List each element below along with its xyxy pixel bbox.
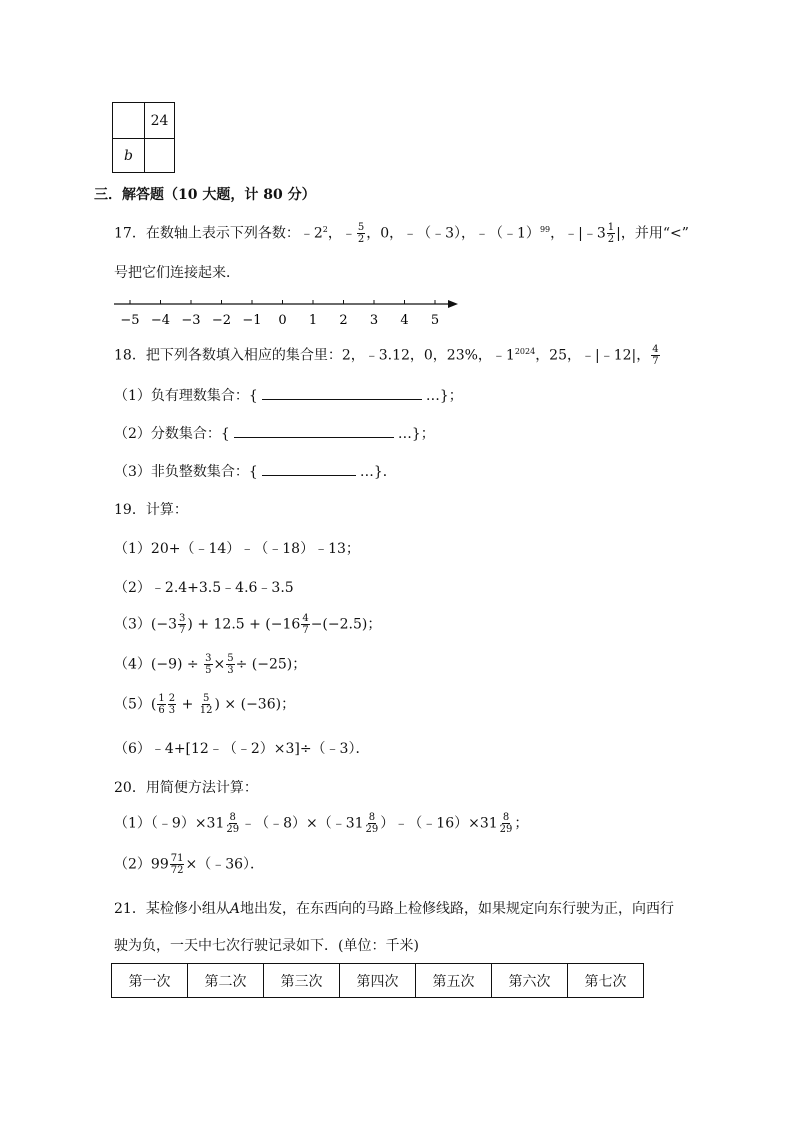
number-line-tick-label: 4	[400, 313, 409, 328]
q17-after-a: ，	[327, 225, 342, 242]
q17-fraction	[357, 222, 365, 245]
q17-prefix: 17．在数轴上表示下列各数：﹣2	[114, 225, 323, 242]
q19-p5-frac-c	[199, 693, 214, 716]
q17-exp-b: 99	[539, 224, 551, 234]
q17-line2: 号把它们连接起来．	[114, 265, 240, 281]
frac-num: 5	[227, 653, 234, 664]
q19-p3-frac-b	[301, 613, 309, 636]
frac-num: 71	[170, 853, 184, 864]
q18-prefix: 18．把下列各数填入相应的集合里：2，﹣3.12，0，23%，﹣1	[114, 347, 515, 364]
q18-item-end: …}．	[359, 464, 397, 480]
q19-part-1: （1）20+（﹣14）﹣（﹣18）﹣13；	[114, 541, 360, 557]
q17-abs-fraction	[607, 222, 615, 245]
q21-line2: 驶为负，一天中七次行驶记录如下．(单位：千米)	[114, 938, 419, 954]
q18-item-end: …}；	[425, 388, 463, 404]
frac-num: 4	[652, 344, 659, 355]
number-line-tick-label: 3	[369, 313, 379, 328]
frac-den: 7	[179, 625, 186, 636]
table-row	[112, 964, 644, 998]
frac-den: 12	[199, 705, 213, 716]
q19-p4-pre: (−9) ÷	[150, 656, 204, 673]
q19-p4-label: （4）	[114, 656, 151, 673]
frac-den: 7	[302, 625, 309, 636]
q19-part-3	[114, 613, 381, 636]
number-line-tick-label: −2	[211, 313, 232, 328]
q20-p2-frac	[170, 853, 185, 876]
number-line-tick-label: −5	[120, 313, 140, 328]
number-line-tick-label: 5	[430, 313, 440, 328]
frac-num: 8	[368, 812, 376, 823]
q19-p5-post: ) × (−36)；	[214, 696, 296, 713]
q19-p5-frac-a	[157, 693, 165, 716]
frac-den: 29	[365, 824, 379, 835]
frac-num: 8	[502, 812, 510, 823]
q19-p4-frac-a	[204, 653, 212, 676]
answer-blank[interactable]	[262, 387, 422, 400]
q19-p5-open: (	[150, 696, 157, 713]
q21-line1	[114, 898, 674, 918]
q19-p5-label: （5）	[114, 696, 151, 713]
frac-num: 8	[229, 812, 236, 823]
frac-den: 29	[226, 824, 240, 835]
q21-var: A	[229, 901, 240, 917]
frac-den: 29	[499, 824, 513, 835]
q18-line	[114, 344, 661, 367]
number-line-tick-label: −4	[150, 313, 171, 328]
q19-title: 19．计算：	[114, 502, 188, 518]
q20-p1-end: ；	[514, 815, 529, 832]
q20-part-2	[114, 853, 264, 876]
q19-part-5	[114, 693, 295, 716]
q19-p4-mid: ×	[213, 656, 226, 673]
q18-item-end: …}；	[397, 426, 435, 442]
q19-p5-frac-b	[168, 693, 176, 716]
q17-abs-post: |，并用“<”	[616, 225, 689, 242]
q18-item-1	[114, 385, 463, 405]
number-line	[108, 292, 468, 332]
q19-part-4	[114, 653, 306, 676]
q20-part-1	[114, 812, 528, 835]
table-header-cell: 第二次	[188, 964, 264, 998]
frac-den: 2	[357, 234, 365, 245]
q18-item-2	[114, 423, 435, 443]
frac-num: 3	[179, 613, 186, 624]
q19-p3-b-post: −(−2.5)；	[310, 616, 382, 633]
q20-p1-b: ﹣（﹣8）×（﹣31	[241, 815, 364, 832]
table-header-cell: 第四次	[340, 964, 416, 998]
frac-den: 2	[607, 234, 615, 245]
table-header-cell: 第一次	[112, 964, 188, 998]
q19-p4-frac-b	[226, 653, 234, 676]
answer-blank[interactable]	[262, 463, 356, 476]
q18-item-3	[114, 461, 397, 481]
frac-num: 4	[302, 613, 309, 624]
q21-line1-post: 地出发，在东西向的马路上检修线路，如果规定向东行驶为正，向西行	[239, 901, 674, 917]
frac-den: 7	[652, 356, 659, 367]
frac-num: 3	[205, 653, 212, 664]
table-header-cell: 第七次	[568, 964, 644, 998]
frac-den: 3	[168, 705, 176, 716]
q20-p1-frac	[225, 812, 240, 835]
table-header-cell: 第六次	[492, 964, 568, 998]
frac-den: 5	[205, 665, 212, 676]
q19-p3-a-post: ) + 12.5 + (−16	[187, 616, 301, 633]
frac-num: 1	[607, 222, 615, 233]
q19-part-6: （6）﹣4+[12﹣（﹣2）×3]÷（﹣3）．	[114, 741, 370, 757]
q17-frac-neg: ﹣	[341, 225, 356, 242]
q20-p1-frac	[365, 812, 380, 835]
answer-blank[interactable]	[234, 425, 394, 438]
q20-p2-b: ×（﹣36）．	[185, 856, 265, 873]
top-table-cell: 24	[145, 103, 175, 139]
table-header-cell: 第三次	[264, 964, 340, 998]
q19-p3-frac-a	[178, 613, 186, 636]
q19-p3-label: （3）	[114, 616, 151, 633]
frac-num: 5	[357, 222, 365, 233]
q19-p3-a-pre: (−3	[150, 616, 178, 633]
q18-item-label: （1）负有理数集合：{	[114, 388, 258, 404]
q18-mid: ，25，﹣|﹣12|，	[535, 347, 651, 364]
q18-exp: 2024	[514, 346, 536, 356]
number-line-tick-label: −1	[242, 313, 262, 328]
top-table-cell: b	[113, 139, 145, 173]
q18-item-label: （3）非负整数集合：{	[114, 464, 258, 480]
number-line-arrow	[448, 300, 458, 308]
frac-num: 1	[158, 693, 165, 704]
frac-num: 5	[202, 693, 210, 704]
q19-p4-post: ÷ (−25)；	[235, 656, 307, 673]
q18-item-label: （2）分数集合：{	[114, 426, 230, 442]
table-header-cell: 第五次	[416, 964, 492, 998]
top-table-cell	[113, 103, 145, 139]
frac-den: 6	[158, 705, 165, 716]
q18-fraction	[651, 344, 659, 367]
q17-abs-pre: ，﹣|﹣3	[550, 225, 606, 242]
number-line-tick-label: 1	[308, 313, 318, 328]
q17-exp-a: 2	[322, 224, 328, 234]
q21-record-table	[111, 963, 644, 998]
top-table	[112, 102, 175, 173]
top-table-cell	[145, 139, 175, 173]
q19-p5-plus: +	[177, 696, 198, 713]
frac-den: 3	[227, 665, 234, 676]
q20-p1-a: （1）（﹣9）×31	[114, 815, 225, 832]
q19-part-2: （2）﹣2.4+3.5﹣4.6﹣3.5	[114, 580, 294, 596]
frac-num: 2	[168, 693, 176, 704]
q17-line1	[114, 222, 689, 245]
q20-p1-frac	[499, 812, 514, 835]
q20-title: 20．用简便方法计算：	[114, 780, 258, 796]
frac-den: 72	[170, 865, 184, 876]
q20-p2-a: （2）99	[114, 856, 169, 873]
q17-mid: ，0，﹣（﹣3），﹣（﹣1）	[366, 225, 540, 242]
q21-line1-pre: 21．某检修小组从	[114, 901, 230, 917]
number-line-tick-label: 0	[278, 313, 287, 328]
number-line-tick-label: −3	[181, 313, 201, 328]
number-line-tick-label: 2	[339, 313, 348, 328]
q20-p1-c: ）﹣（﹣16）×31	[380, 815, 498, 832]
section-title: 三．解答题（10 大题，计 80 分）	[94, 187, 316, 203]
